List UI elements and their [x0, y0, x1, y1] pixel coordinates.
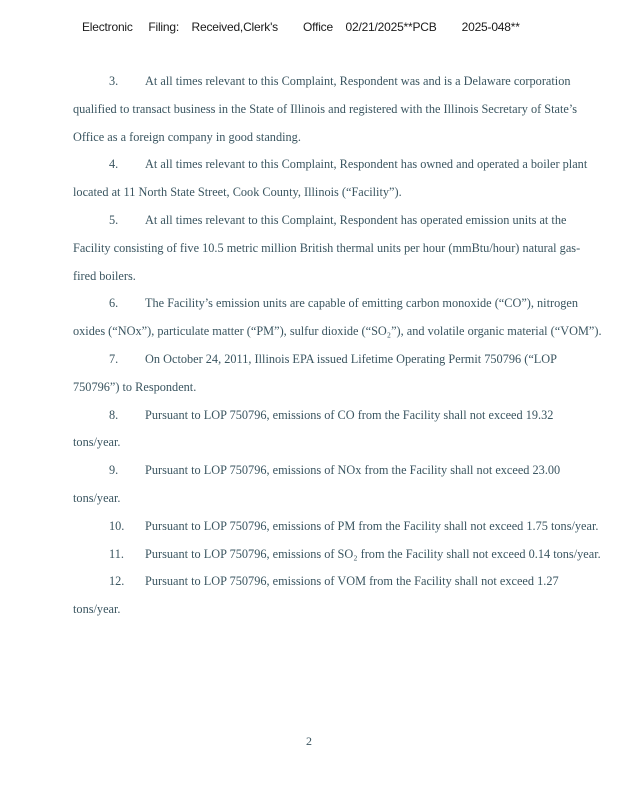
paragraph-number: 9.	[109, 463, 119, 478]
paragraph-text: Pursuant to LOP 750796, emissions of SO₂ from the Facility shall not exceed 0.14 tons/year.	[145, 546, 601, 561]
filing-stamp: Electronic Filing: Received,Clerk's Office 02/21/2025**PCB 2025-048**	[82, 20, 520, 34]
paragraph-number: 8.	[109, 407, 119, 422]
paragraph-8	[73, 402, 603, 458]
paragraph-9	[73, 457, 603, 513]
paragraph-text: Pursuant to LOP 750796, emissions of CO from the Facility shall not exceed 19.32 tons/year.	[73, 407, 554, 450]
paragraph-text: Pursuant to LOP 750796, emissions of VOM from the Facility shall not exceed 1.27 tons/year.	[73, 574, 559, 617]
paragraph-text: Pursuant to LOP 750796, emissions of NOx from the Facility shall not exceed 23.00 tons/year.	[73, 463, 561, 505]
paragraph-text: The Facility’s emission units are capable of emitting carbon monoxide (“CO”), nitrogen oxides (“NOx”), particulate matter (“PM”), sulfur dioxide (“SO₂”), and volatile organic material (“VOM”).	[73, 296, 602, 339]
paragraph-6	[73, 290, 603, 346]
paragraph-4	[73, 151, 603, 207]
paragraph-number: 4.	[109, 157, 119, 172]
paragraph-5	[73, 207, 603, 290]
page-number: 2	[306, 734, 312, 748]
paragraph-text: At all times relevant to this Complaint, Respondent has owned and operated a boiler plant located at 11 North State Street, Cook County, Illinois (“Facility”).	[73, 157, 588, 200]
paragraph-text: At all times relevant to this Complaint, Respondent was and is a Delaware corporation qualified to transact business in the State of Illinois and registered with the Illinois Secretary of State’s Office as a foreign company in good standing.	[73, 74, 578, 144]
paragraph-number: 10.	[109, 518, 125, 533]
paragraph-text: Pursuant to LOP 750796, emissions of PM from the Facility shall not exceed 1.75 tons/year.	[145, 518, 599, 533]
paragraph-3	[73, 68, 603, 151]
paragraph-text: At all times relevant to this Complaint, Respondent has operated emission units at the Facility consisting of five 10.5 metric million British thermal units per hour (mmBtu/hour) natural gas-fired boilers.	[73, 212, 581, 283]
paragraph-number: 6.	[109, 296, 119, 311]
paragraph-number: 11.	[109, 546, 124, 561]
paragraph-number: 7.	[109, 351, 119, 366]
paragraph-12	[73, 568, 603, 624]
document-body	[73, 68, 603, 624]
paragraph-11	[73, 541, 603, 569]
paragraph-10	[73, 513, 603, 541]
paragraph-number: 5.	[109, 212, 119, 227]
paragraph-number: 12.	[109, 574, 125, 589]
paragraph-number: 3.	[109, 74, 119, 88]
paragraph-text: On October 24, 2011, Illinois EPA issued Lifetime Operating Permit 750796 (“LOP 750796”) to Respondent.	[73, 351, 557, 394]
paragraph-7	[73, 346, 603, 402]
